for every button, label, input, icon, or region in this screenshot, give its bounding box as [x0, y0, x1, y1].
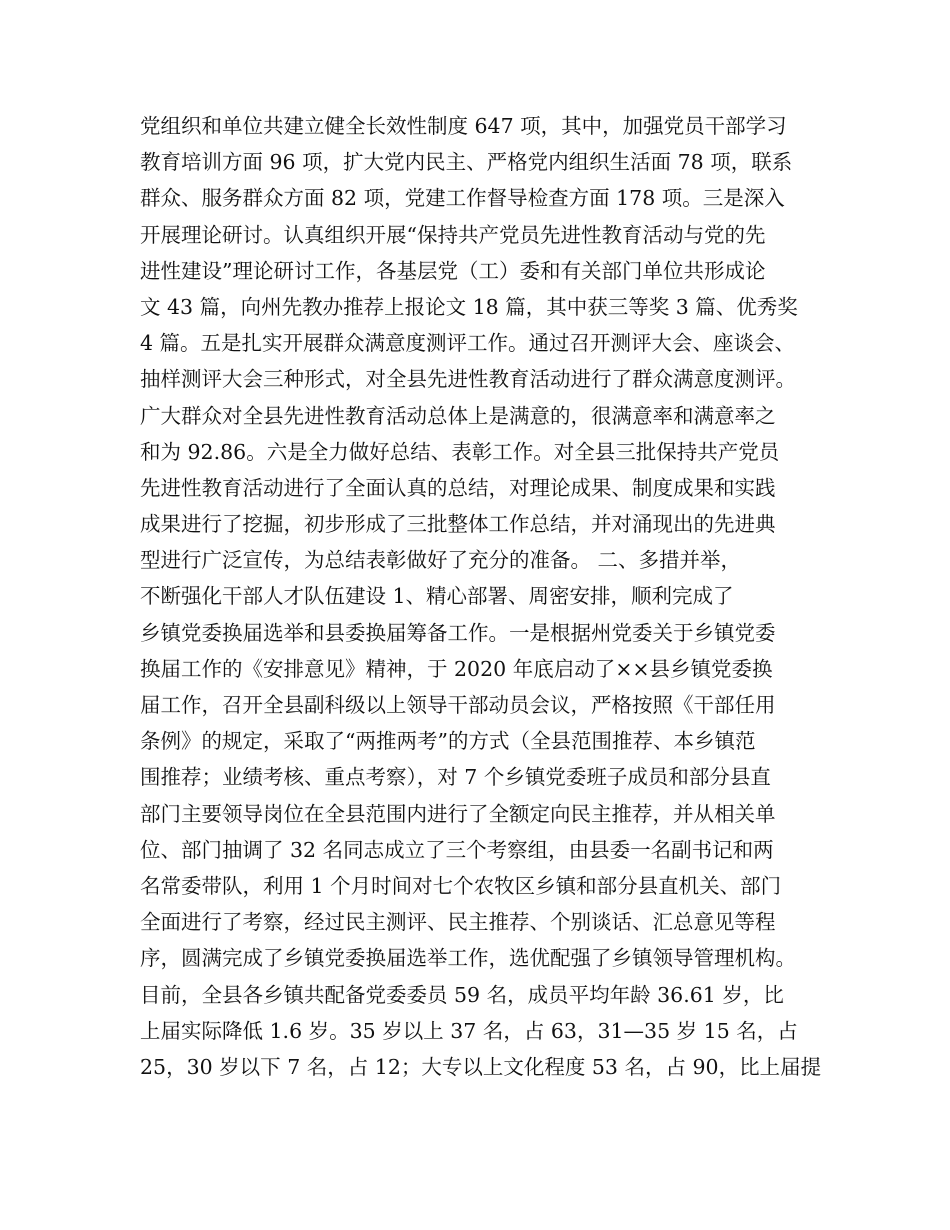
text-line: 型进行广泛宣传，为总结表彰做好了充分的准备。 二、多措并举，: [140, 548, 742, 573]
body-text: [140, 108, 840, 1085]
text-line: 序，圆满完成了乡镇党委换届选举工作，选优配强了乡镇领导管理机构。: [140, 946, 796, 971]
text-line: 文 43 篇，向州先教办推荐上报论文 18 篇，其中获三等奖 3 篇、优秀奖: [140, 294, 798, 319]
text-line: 成果进行了挖掘，初步形成了三批整体工作总结，并对涌现出的先进典: [140, 512, 776, 537]
text-line: 和为 92.86。六是全力做好总结、表彰工作。对全县三批保持共产党员: [140, 439, 780, 464]
text-line: 先进性教育活动进行了全面认真的总结，对理论成果、制度成果和实践: [140, 475, 776, 500]
text-line: 上届实际降低 1.6 岁。35 岁以上 37 名，占 63，31—35 岁 15 名，占: [140, 1018, 798, 1043]
text-line: 进性建设”理论研讨工作，各基层党（工）委和有关部门单位共形成论: [140, 258, 766, 283]
text-line: 4 篇。五是扎实开展群众满意度测评工作。通过召开测评大会、座谈会、: [140, 331, 796, 356]
text-line: 广大群众对全县先进性教育活动总体上是满意的，很满意率和满意率之: [140, 403, 776, 428]
text-line: 党组织和单位共建立健全长效性制度 647 项，其中，加强党员干部学习: [140, 114, 787, 138]
text-line: 换届工作的《安排意见》精神，于 2020 年底启动了××县乡镇党委换: [140, 656, 773, 681]
text-line: 教育培训方面 96 项，扩大党内民主、严格党内组织生活面 78 项，联系: [140, 150, 793, 175]
text-line: 开展理论研讨。认真组织开展“保持共产党员先进性教育活动与党的先: [140, 222, 766, 247]
text-line: 部门主要领导岗位在全县范围内进行了全额定向民主推荐，并从相关单: [140, 801, 776, 826]
text-line: 名常委带队，利用 1 个月时间对七个农牧区乡镇和部分县直机关、部门: [140, 873, 782, 898]
text-line: 条例》的规定，采取了“两推两考”的方式（全县范围推荐、本乡镇范: [140, 729, 756, 754]
text-line: 围推荐；业绩考核、重点考察），对 7 个乡镇党委班子成员和部分县直: [140, 765, 771, 790]
text-line: 届工作，召开全县副科级以上领导干部动员会议，严格按照《干部任用: [140, 693, 776, 717]
text-line: 目前，全县各乡镇共配备党委委员 59 名，成员平均年龄 36.61 岁，比: [140, 982, 784, 1007]
text-line: 抽样测评大会三种形式，对全县先进性教育活动进行了群众满意度测评。: [140, 367, 796, 392]
text-line: 全面进行了考察，经过民主测评、民主推荐、个别谈话、汇总意见等程: [140, 910, 776, 935]
text-line: 位、部门抽调了 32 名同志成立了三个考察组，由县委一名副书记和两: [140, 837, 774, 862]
text-line: 不断强化干部人才队伍建设 1、精心部署、周密安排，顺利完成了: [140, 584, 734, 609]
text-line: 群众、服务群众方面 82 项，党建工作督导检查方面 178 项。三是深入: [140, 186, 785, 211]
text-line: 25，30 岁以下 7 名，占 12；大专以上文化程度 53 名，占 90，比上届提: [140, 1054, 822, 1079]
text-line: 乡镇党委换届选举和县委换届筹备工作。一是根据州党委关于乡镇党委: [140, 620, 776, 645]
